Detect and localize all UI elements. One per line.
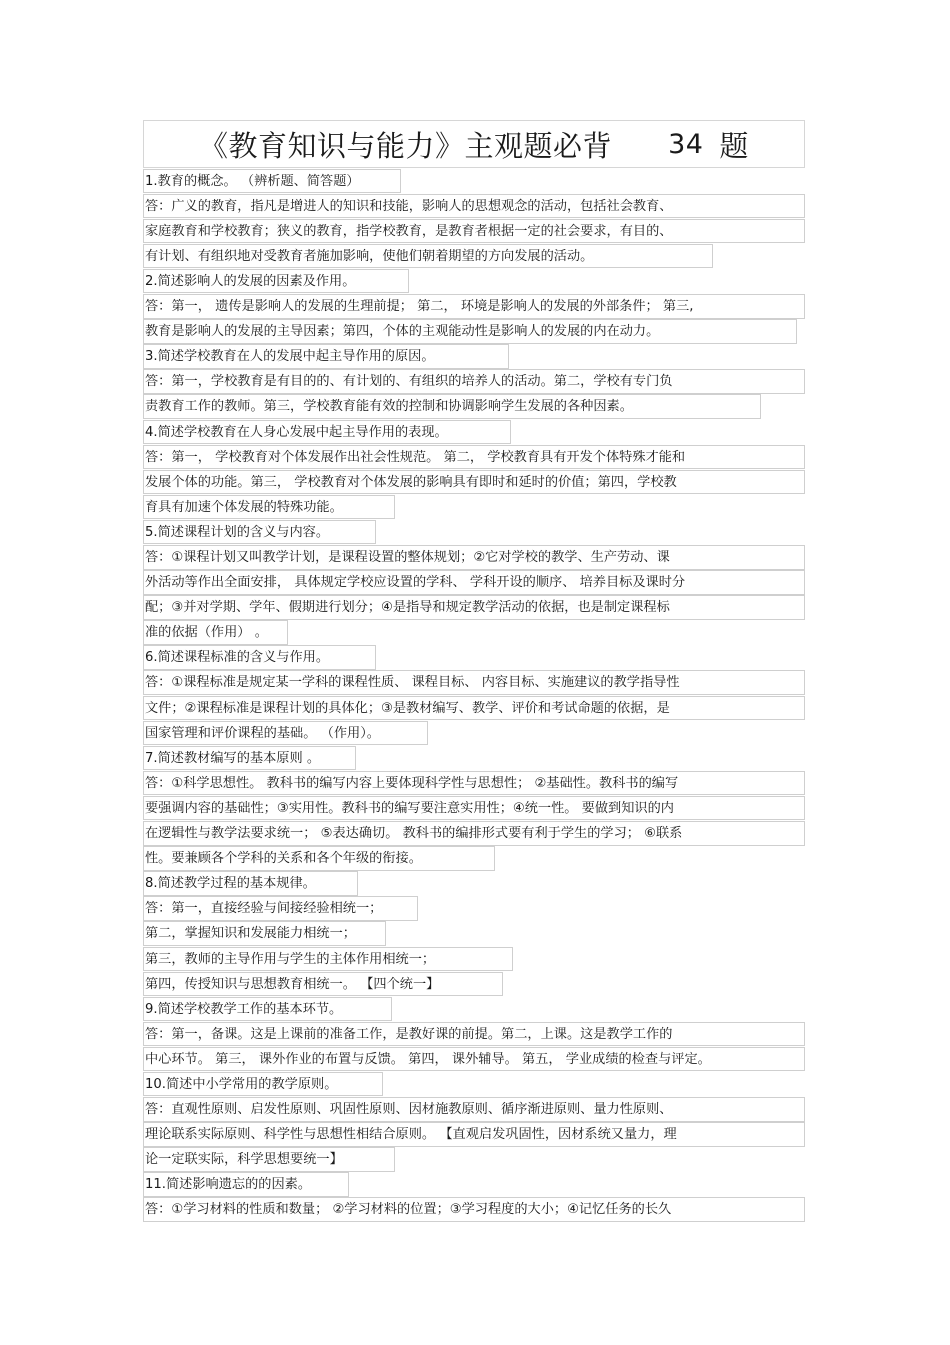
answer-line: 要强调内容的基础性；③实用性。教科书的编写要注意实用性；④统一性。 要做到知识的内 xyxy=(143,796,805,821)
document-title xyxy=(143,120,805,168)
answer-line: 第二，掌握知识和发展能力相统一； xyxy=(143,921,386,946)
answer-line: 第四，传授知识与思想教育相统一。 【四个统一】 xyxy=(143,972,503,997)
question-heading: 9.简述学校教学工作的基本环节。 xyxy=(143,997,392,1022)
question-heading: 8.简述教学过程的基本规律。 xyxy=(143,871,358,896)
question-heading: 11.简述影响遗忘的的因素。 xyxy=(143,1172,349,1197)
answer-line: 论一定联实际，科学思想要统一】 xyxy=(143,1147,395,1172)
question-heading: 3.简述学校教育在人的发展中起主导作用的原因。 xyxy=(143,344,509,369)
answer-line: 在逻辑性与教学法要求统一； ⑤表达确切。 教科书的编排形式要有利于学生的学习； ⑥联系 xyxy=(143,821,805,846)
question-heading: 2.简述影响人的发展的因素及作用。 xyxy=(143,269,409,294)
question-heading: 5.简述课程计划的含义与内容。 xyxy=(143,520,376,545)
answer-line: 答：第一，备课。这是上课前的准备工作，是教好课的前提。第二，上课。这是教学工作的 xyxy=(143,1022,805,1047)
answer-line: 中心环节。 第三， 课外作业的布置与反馈。 第四， 课外辅导。 第五， 学业成绩的检查与评定。 xyxy=(143,1047,805,1072)
answer-line: 准的依据（作用） 。 xyxy=(143,620,288,645)
answer-line: 答：直观性原则、启发性原则、巩固性原则、因材施教原则、循序渐进原则、量力性原则、 xyxy=(143,1097,805,1122)
answer-line: 责教育工作的教师。第三，学校教育能有效的控制和协调影响学生发展的各种因素。 xyxy=(143,394,761,419)
answer-line: 答：①科学思想性。 教科书的编写内容上要体现科学性与思想性； ②基础性。教科书的编写 xyxy=(143,771,805,796)
answer-line: 性。要兼顾各个学科的关系和各个年级的衔接。 xyxy=(143,846,495,871)
question-heading: 10.简述中小学常用的教学原则。 xyxy=(143,1072,383,1097)
title-suffix: 题 xyxy=(719,128,749,163)
answer-line: 教育是影响人的发展的主导因素；第四，个体的主观能动性是影响人的发展的内在动力。 xyxy=(143,319,797,344)
answer-line: 答：第一，学校教育是有目的的、有计划的、有组织的培养人的活动。第二，学校有专门负 xyxy=(143,369,805,394)
answer-line: 发展个体的功能。第三， 学校教育对个体发展的影响具有即时和延时的价值；第四，学校教 xyxy=(143,470,805,495)
answer-line: 家庭教育和学校教育；狭义的教育，指学校教育，是教育者根据一定的社会要求，有目的、 xyxy=(143,219,805,244)
question-heading: 7.简述教材编写的基本原则 。 xyxy=(143,746,356,771)
answer-line: 答：第一， 遗传是影响人的发展的生理前提； 第二， 环境是影响人的发展的外部条件； 第三, xyxy=(143,294,805,319)
answer-line: 答：第一， 学校教育对个体发展作出社会性规范。 第二， 学校教育具有开发个体特殊才能和 xyxy=(143,445,805,470)
answer-line: 外活动等作出全面安排， 具体规定学校应设置的学科、 学科开设的顺序、 培养目标及课时分 xyxy=(143,570,805,595)
answer-line: 答：①课程计划又叫教学计划，是课程设置的整体规划；②它对学校的教学、生产劳动、课 xyxy=(143,545,805,570)
question-heading: 1.教育的概念。 （辨析题、简答题） xyxy=(143,169,401,194)
answer-line: 答：广义的教育，指凡是增进人的知识和技能，影响人的思想观念的活动，包括社会教育、 xyxy=(143,194,805,219)
title-count: 34 xyxy=(668,128,704,160)
question-heading: 4.简述学校教育在人身心发展中起主导作用的表现。 xyxy=(143,420,511,445)
text-lines xyxy=(143,169,805,1222)
answer-line: 答：①课程标准是规定某一学科的课程性质、 课程目标、 内容目标、实施建议的教学指导性 xyxy=(143,670,805,695)
question-heading: 6.简述课程标准的含义与作用。 xyxy=(143,645,376,670)
answer-line: 有计划、有组织地对受教育者施加影响，使他们朝着期望的方向发展的活动。 xyxy=(143,244,713,269)
title-main: 《教育知识与能力》主观题必背 xyxy=(199,128,613,163)
document-page xyxy=(143,120,805,1222)
answer-line: 配；③并对学期、学年、假期进行划分；④是指导和规定教学活动的依据，也是制定课程标 xyxy=(143,595,805,620)
answer-line: 第三，教师的主导作用与学生的主体作用相统一； xyxy=(143,947,513,972)
answer-line: 答：第一，直接经验与间接经验相统一； xyxy=(143,896,418,921)
answer-line: 答：①学习材料的性质和数量； ②学习材料的位置；③学习程度的大小；④记忆任务的长久 xyxy=(143,1197,805,1222)
answer-line: 文件；②课程标准是课程计划的具体化；③是教材编写、教学、评价和考试命题的依据，是 xyxy=(143,696,805,721)
answer-line: 理论联系实际原则、科学性与思想性相结合原则。 【直观启发巩固性，因材系统又量力，理 xyxy=(143,1122,805,1147)
answer-line: 国家管理和评价课程的基础。 （作用）。 xyxy=(143,721,428,746)
answer-line: 育具有加速个体发展的特殊功能。 xyxy=(143,495,395,520)
